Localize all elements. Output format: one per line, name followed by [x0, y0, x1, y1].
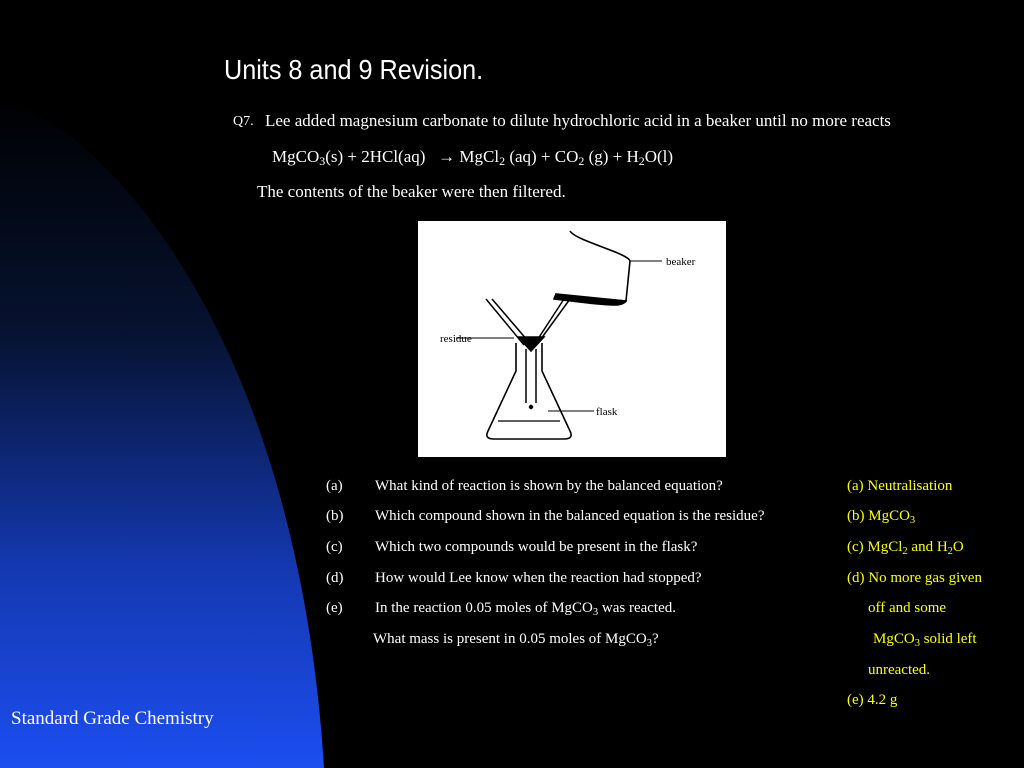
answer-c: (c) MgCl$_2$ and $H_2O$	[847, 539, 964, 557]
answer-d-line4: unreacted.	[868, 662, 931, 678]
answer-d-line3: MgCO$_3$ solid left	[873, 631, 977, 649]
filtered-text: The contents of the beaker were then filtered.	[257, 182, 566, 201]
funnel-drawing	[486, 299, 570, 409]
part-a-text: What kind of reaction is shown by the balanced equation?	[375, 478, 723, 494]
flask-drawing	[487, 343, 594, 439]
part-a-letter: (a)	[326, 478, 343, 494]
filtration-diagram	[418, 221, 726, 457]
footer-course-name: Standard Grade Chemistry	[11, 708, 214, 729]
part-d-letter: (d)	[326, 570, 344, 586]
part-e-text: In the reaction 0.05 moles of MgCO$_3$ was reacted.	[375, 600, 676, 618]
part-c-letter: (c)	[326, 539, 343, 555]
answer-e: (e) 4.2 g	[847, 692, 898, 708]
answer-d-line2: off and some	[868, 600, 947, 616]
part-e-letter: (e)	[326, 600, 343, 616]
question-intro: Lee added magnesium carbonate to dilute hydrochloric acid in a beaker until no more reacts	[265, 111, 891, 130]
answer-a: (a) Neutralisation	[847, 478, 953, 494]
answer-b: (b) MgCO$_3$	[847, 508, 916, 526]
question-number: Q7.	[233, 114, 254, 129]
slide-title: Units 8 and 9 Revision.	[224, 54, 484, 85]
residue-label: residue	[440, 333, 472, 345]
beaker-label: beaker	[666, 256, 696, 268]
flask-label: flask	[596, 406, 618, 418]
part-c-text: Which two compounds would be present in the flask?	[375, 539, 698, 555]
part-b-letter: (b)	[326, 508, 344, 524]
part-e-text-line2: What mass is present in 0.05 moles of MgCO$_3$?	[373, 631, 659, 649]
arrow-icon: →	[438, 147, 456, 166]
part-d-text: How would Lee know when the reaction had stopped?	[375, 570, 702, 586]
balanced-equation: MgCO$_3$(s) + 2HCl(aq) → MgCl$_2$ $(aq) + CO_2$ $(g) + H_2O(l)$	[272, 147, 674, 168]
beaker-drawing	[554, 231, 662, 305]
part-b-text: Which compound shown in the balanced equation is the residue?	[375, 508, 765, 524]
answer-d-line1: (d) No more gas given	[847, 570, 982, 586]
